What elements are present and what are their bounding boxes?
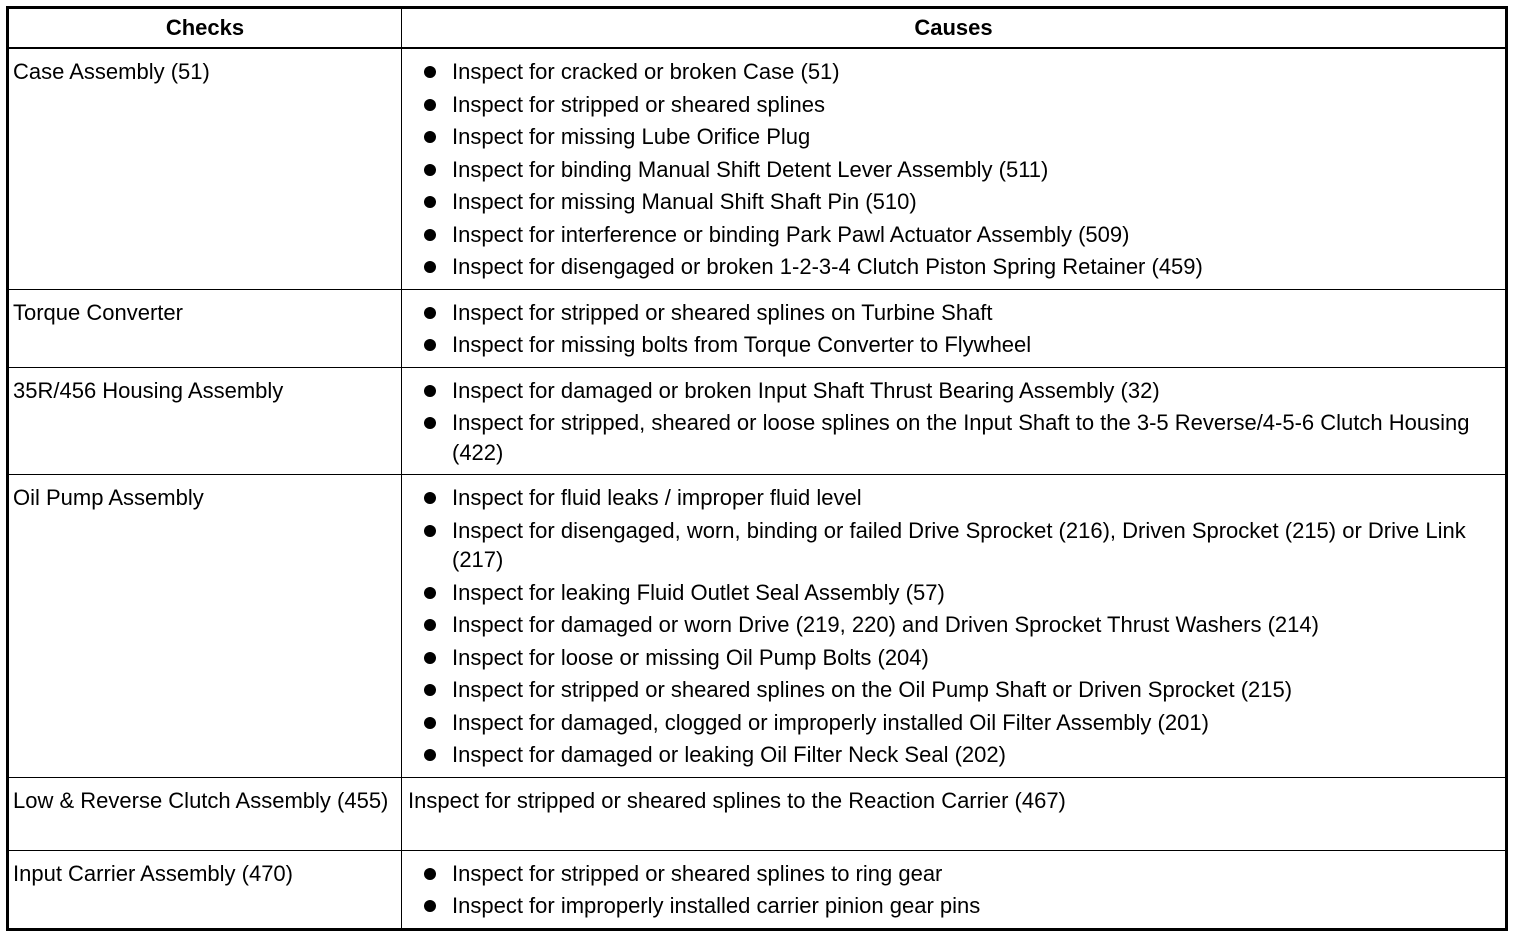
cause-item [424,891,1493,921]
cause-text: Inspect for damaged, clogged or improperly installed Oil Filter Assembly (201) [452,709,1209,735]
bullet-icon [424,164,436,176]
check-cell: Input Carrier Assembly (470) [8,850,402,929]
bullet-icon [424,900,436,912]
check-cell: Case Assembly (51) [8,48,402,289]
cause-item [424,740,1493,770]
cause-text: Inspect for loose or missing Oil Pump Bolts (204) [452,644,929,670]
cause-text: Inspect for missing Manual Shift Shaft Pin (510) [452,189,917,214]
cause-item [424,578,1493,608]
cause-item [424,220,1493,250]
bullet-icon [424,99,436,111]
cause-text: Inspect for binding Manual Shift Detent Lever Assembly (511) [452,156,1049,182]
cause-item [424,483,1493,513]
cause-text: Inspect for stripped or sheared splines on the Oil Pump Shaft or Driven Sprocket (215) [452,677,1293,702]
check-cell: Oil Pump Assembly [8,475,402,778]
bullet-icon [424,652,436,664]
table-row [8,475,1507,778]
checks-header: Checks [8,8,402,49]
bullet-icon [424,131,436,143]
cause-item [424,708,1493,738]
causes-cell [402,289,1507,367]
cause-item [424,376,1493,406]
table-row [8,777,1507,850]
cause-text: Inspect for stripped or sheared splines to ring gear [452,860,943,886]
cause-text: Inspect for fluid leaks / improper fluid level [452,485,862,510]
bullet-icon [424,749,436,761]
causes-cell [402,367,1507,475]
cause-item [424,408,1493,467]
bullet-icon [424,525,436,537]
cause-item [424,330,1493,360]
table-row [8,289,1507,367]
causes-cell [402,475,1507,778]
cause-item [424,57,1493,87]
bullet-icon [424,619,436,631]
causes-list [424,298,1493,360]
bullet-icon [424,307,436,319]
causes-header: Causes [402,8,1507,49]
cause-text: Inspect for damaged or leaking Oil Filter Neck Seal (202) [452,742,1006,767]
bullet-icon [424,717,436,729]
cause-text: Inspect for damaged or broken Input Shaft Thrust Bearing Assembly (32) [452,377,1160,403]
cause-text: Inspect for improperly installed carrier pinion gear pins [452,893,981,918]
bullet-icon [424,492,436,504]
cause-item [424,516,1493,575]
bullet-icon [424,587,436,599]
bullet-icon [424,261,436,273]
cause-text: Inspect for leaking Fluid Outlet Seal Assembly (57) [452,579,945,605]
cause-item [424,643,1493,673]
table-row [8,850,1507,929]
cause-text: Inspect for missing bolts from Torque Converter to Flywheel [452,332,1032,357]
causes-list [424,57,1493,282]
causes-list [424,859,1493,921]
causes-list [424,483,1493,770]
cause-item [424,298,1493,328]
check-cell: Low & Reverse Clutch Assembly (455) [8,777,402,850]
check-cell: Torque Converter [8,289,402,367]
table-row [8,367,1507,475]
cause-item [424,90,1493,120]
causes-cell [402,850,1507,929]
cause-text: Inspect for disengaged, worn, binding or failed Drive Sprocket (216), Driven Sprocket (215) or Drive Link (217) [452,517,1466,572]
causes-cell: Inspect for stripped or sheared splines to the Reaction Carrier (467) [402,777,1507,850]
cause-text: Inspect for cracked or broken Case (51) [452,59,840,84]
bullet-icon [424,417,436,429]
bullet-icon [424,196,436,208]
table-row [8,48,1507,289]
bullet-icon [424,66,436,78]
cause-text: Inspect for disengaged or broken 1-2-3-4 Clutch Piston Spring Retainer (459) [452,254,1203,279]
header-row [8,8,1507,49]
cause-item [424,122,1493,152]
cause-text: Inspect for stripped or sheared splines [452,91,825,117]
bullet-icon [424,229,436,241]
cause-item [424,252,1493,282]
cause-text: Inspect for missing Lube Orifice Plug [452,124,811,149]
bullet-icon [424,868,436,880]
cause-item [424,155,1493,185]
cause-item [424,859,1493,889]
cause-text: Inspect for damaged or worn Drive (219, 220) and Driven Sprocket Thrust Washers (214) [452,612,1319,637]
causes-cell [402,48,1507,289]
cause-item [424,187,1493,217]
cause-item [424,675,1493,705]
cause-text: Inspect for interference or binding Park Pawl Actuator Assembly (509) [452,221,1130,247]
bullet-icon [424,339,436,351]
check-cell: 35R/456 Housing Assembly [8,367,402,475]
diagnosis-table [6,6,1508,931]
bullet-icon [424,385,436,397]
cause-text: Inspect for stripped or sheared splines on Turbine Shaft [452,299,993,325]
cause-text: Inspect for stripped, sheared or loose splines on the Input Shaft to the 3-5 Reverse/4-5-6 Clutch Housing (422) [452,410,1470,465]
bullet-icon [424,684,436,696]
causes-list [424,376,1493,468]
cause-item [424,610,1493,640]
